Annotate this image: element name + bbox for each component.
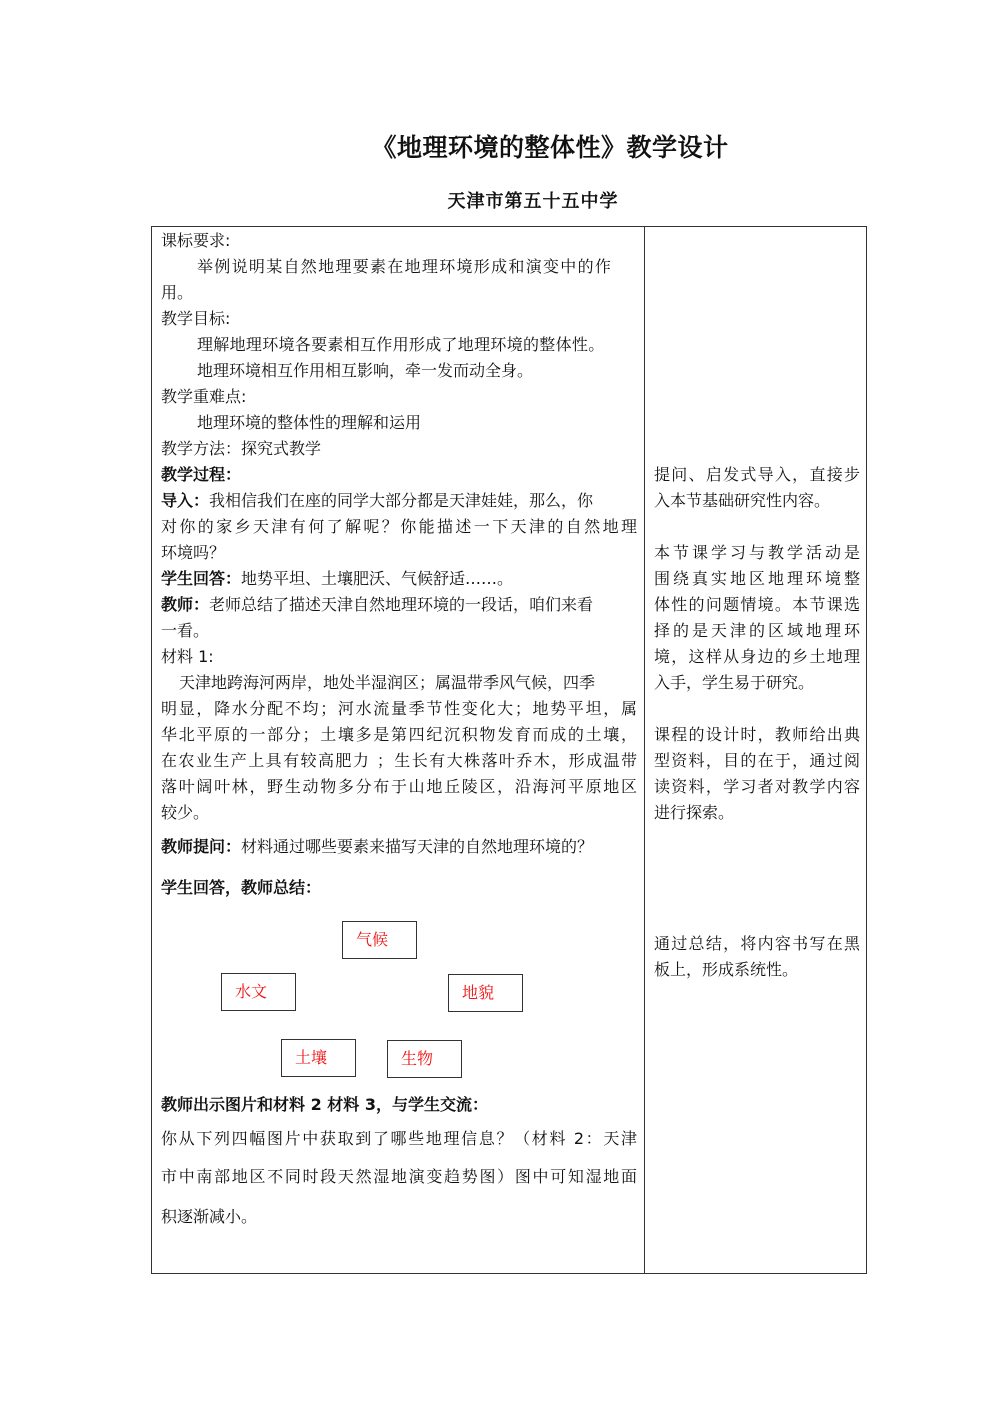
- element-box-hydrology: 水文: [221, 973, 296, 1011]
- note-context: 择的是天津的区域地理环: [654, 621, 860, 640]
- show-materials-text: 积逐渐减小。: [161, 1207, 258, 1226]
- goal-item: 地理环境相互作用相互影响，牵一发而动全身。: [197, 361, 534, 380]
- intro-text: 环境吗？: [161, 543, 226, 562]
- student-answer: [161, 569, 513, 589]
- goals-label: 教学目标:: [161, 309, 231, 328]
- show-materials-text: 你从下列四幅图片中获取到了哪些地理信息？（材料 2：天津: [161, 1129, 637, 1148]
- summary-label: 学生回答，教师总结：: [161, 878, 322, 897]
- note-context: 境，这样从身边的乡土地理: [654, 647, 860, 666]
- note-intro: 入本节基础研究性内容。: [654, 491, 831, 510]
- note-context: 入手，学生易于研究。: [654, 673, 815, 692]
- note-summary: 通过总结，将内容书写在黑: [654, 934, 860, 953]
- intro-text: 对你的家乡天津有何了解呢？你能描述一下天津的自然地理: [161, 517, 637, 536]
- lesson-plan-table: [151, 226, 867, 1274]
- goal-item: 理解地理环境各要素相互作用形成了地理环境的整体性。: [197, 335, 605, 354]
- column-divider: [644, 227, 645, 1273]
- element-box-climate: 气候: [342, 921, 417, 959]
- intro-paragraph: [161, 491, 593, 511]
- material1-text: 华北平原的一部分；土壤多是第四纪沉积物发育而成的土壤，: [161, 725, 637, 744]
- student-answer-text: 地势平坦、土壤肥沃、气候舒适……。: [241, 569, 514, 588]
- intro-text: 我相信我们在座的同学大部分都是天津娃娃，那么，你: [209, 491, 594, 510]
- note-materials: 课程的设计时，教师给出典: [654, 725, 860, 744]
- material1-text: 明显，降水分配不均；河水流量季节性变化大；地势平坦，属: [161, 699, 637, 718]
- note-summary: 板上，形成系统性。: [654, 960, 799, 979]
- school-name: 天津市第五十五中学: [447, 191, 619, 212]
- teaching-method: 教学方法：探究式教学: [161, 439, 322, 458]
- element-box-soil: 土壤: [281, 1039, 356, 1077]
- note-materials: 型资料，目的在于，通过阅: [654, 751, 860, 770]
- key-points-text: 地理环境的整体性的理解和运用: [197, 413, 422, 432]
- teacher-question-label: 教师提问：: [161, 837, 242, 856]
- material1-label: 材料 1:: [161, 647, 214, 666]
- teacher-question-text: 材料通过哪些要素来描写天津的自然地理环境的？: [241, 837, 594, 856]
- show-materials-text: 市中南部地区不同时段天然湿地演变趋势图）图中可知湿地面: [161, 1167, 637, 1186]
- key-points-label: 教学重难点:: [161, 387, 247, 406]
- note-context: 体性的问题情境。本节课选: [654, 595, 860, 614]
- material1-text: 天津地跨海河两岸，地处半湿润区；属温带季风气候，四季: [179, 673, 596, 692]
- teacher-statement: [161, 595, 593, 615]
- curriculum-text-cont: 用。: [161, 283, 194, 302]
- curriculum-label: 课标要求:: [161, 231, 231, 250]
- note-intro: 提问、启发式导入，直接步: [654, 465, 860, 484]
- element-box-landform: 地貌: [448, 974, 523, 1012]
- teacher-text: 一看。: [161, 621, 210, 640]
- document-title: 《地理环境的整体性》教学设计: [371, 133, 729, 162]
- teacher-text: 老师总结了描述天津自然地理环境的一段话，咱们来看: [209, 595, 594, 614]
- teacher-label: 教师：: [161, 595, 210, 614]
- material1-text: 较少。: [161, 803, 210, 822]
- process-label: 教学过程：: [161, 465, 242, 484]
- material1-text: 在农业生产上具有较高肥力 ；生长有大株落叶乔木，形成温带: [161, 751, 637, 770]
- note-materials: 读资料，学习者对教学内容: [654, 777, 860, 796]
- element-box-biology: 生物: [387, 1040, 462, 1078]
- note-context: 本节课学习与教学活动是: [654, 543, 860, 562]
- teacher-question: [161, 837, 593, 857]
- curriculum-text: 举例说明某自然地理要素在地理环境形成和演变中的作: [197, 257, 613, 276]
- material1-text: 落叶阔叶林，野生动物多分布于山地丘陵区，沿海河平原地区: [161, 777, 637, 796]
- note-materials: 进行探索。: [654, 803, 735, 822]
- note-context: 围绕真实地区地理环境整: [654, 569, 860, 588]
- intro-label: 导入：: [161, 491, 210, 510]
- show-materials-label: 教师出示图片和材料 2 材料 3，与学生交流：: [161, 1095, 488, 1114]
- student-answer-label: 学生回答：: [161, 569, 242, 588]
